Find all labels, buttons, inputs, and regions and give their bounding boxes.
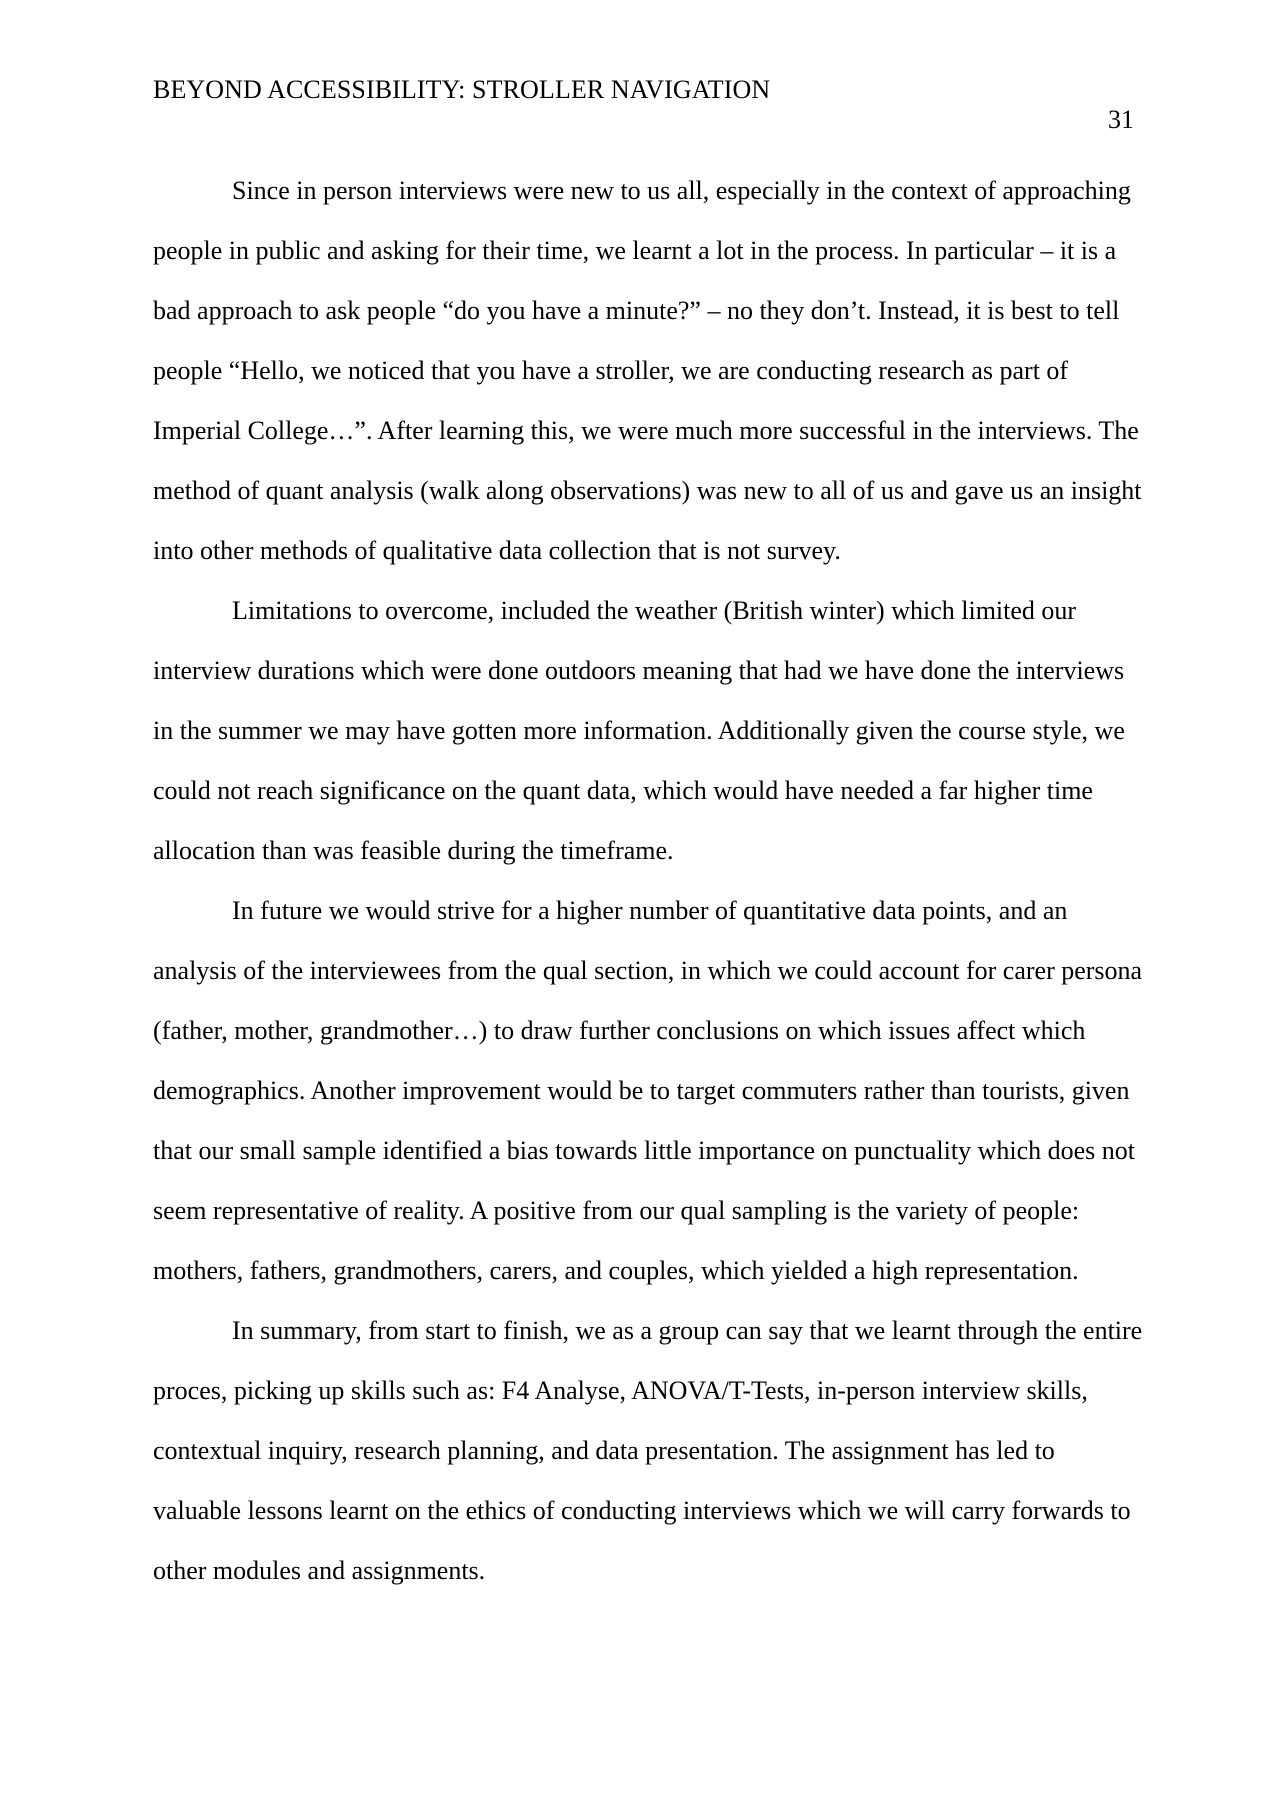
page-number: 31 bbox=[1108, 105, 1134, 134]
paragraph-summary: In summary, from start to finish, we as a group can say that we learnt through the entire proces, picking up skills such as: F4 Analyse, ANOVA/T-Tests, in-person interview skills, contextual inquiry, research planning, and data presentation. The assignment has led to valuable lessons learnt on the ethics of conducting interviews which we will carry forwards to other modules and assignments. bbox=[153, 1316, 1143, 1585]
paragraph-limitations: Limitations to overcome, included the weather (British winter) which limited our interview durations which were done outdoors meaning that had we have done the interviews in the summer we may have gotten more information. Additionally given the course style, we could not reach significance on the quant data, which would have needed a far higher time allocation than was feasible during the timeframe. bbox=[153, 596, 1125, 865]
paragraph-interview-lessons: Since in person interviews were new to us all, especially in the context of approaching people in public and asking for their time, we learnt a lot in the process. In particular – it is a bad approach to ask people “do you have a minute?” – no they don’t. Instead, it is best to tell people “Hello, we noticed that you have a stroller, we are conducting research as part of Imperial College…”. After learning this, we were much more successful in the interviews. The method of quant analysis (walk along observations) was new to all of us and gave us an insight into other methods of qualitative data collection that is not survey. bbox=[153, 176, 1142, 565]
body-text bbox=[153, 161, 1143, 1601]
paragraph-future-work: In future we would strive for a higher number of quantitative data points, and an analysis of the interviewees from the qual section, in which we could account for carer persona (father, mother, grandmother…) to draw further conclusions on which issues affect which demographics. Another improvement would be to target commuters rather than tourists, given that our small sample identified a bias towards little importance on punctuality which does not seem representative of reality. A positive from our qual sampling is the variety of people: mothers, fathers, grandmothers, carers, and couples, which yielded a high representation. bbox=[153, 896, 1143, 1285]
running-head: BEYOND ACCESSIBILITY: STROLLER NAVIGATION bbox=[153, 75, 771, 104]
